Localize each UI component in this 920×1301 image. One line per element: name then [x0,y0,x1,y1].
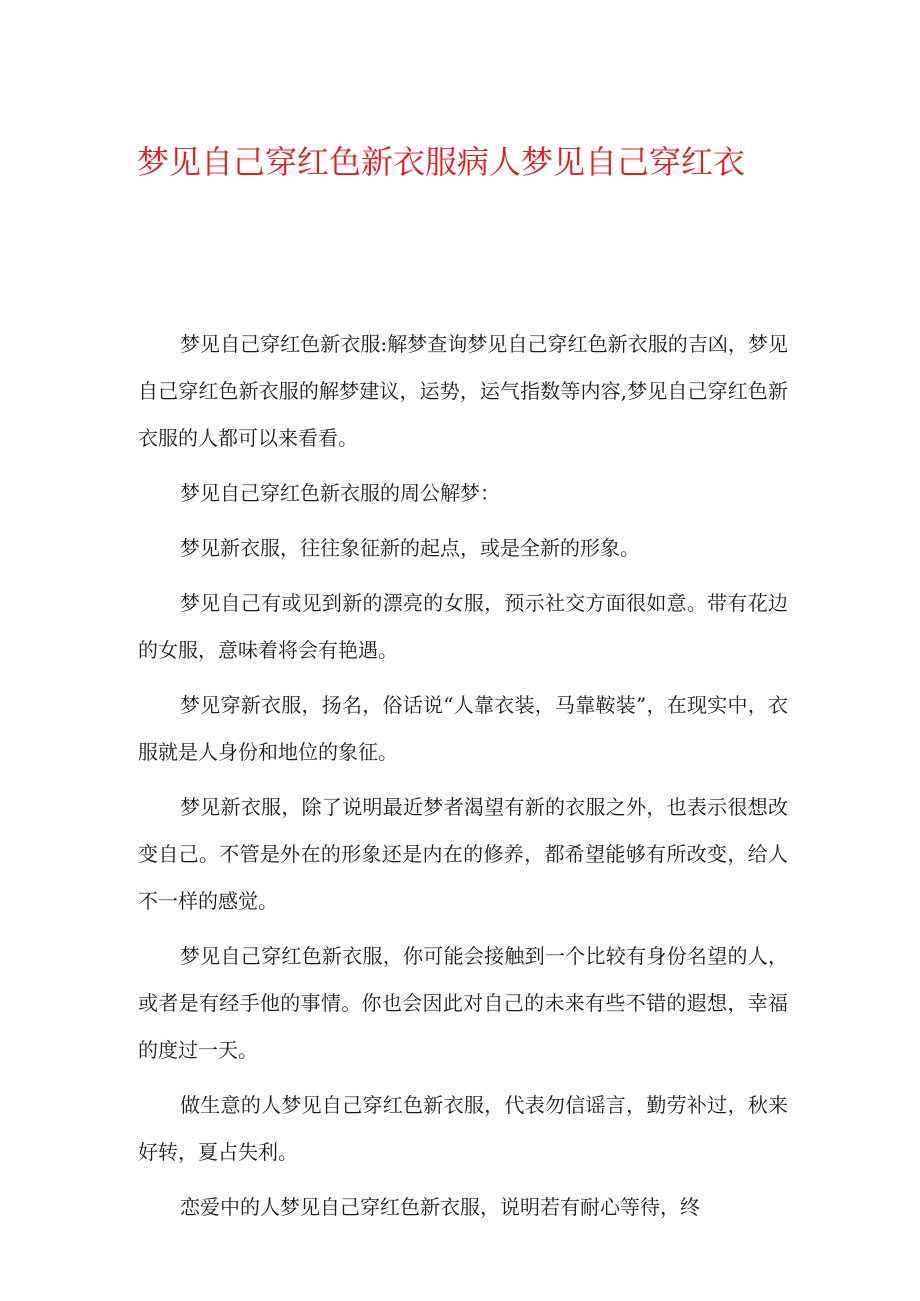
paragraph: 梦见自己穿红色新衣服，你可能会接触到一个比较有身份名望的人，或者是有经手他的事情。你也会因此对自己的未来有些不错的遐想，幸福的度过一天。 [138,944,788,1062]
paragraph: 梦见新衣服，往往象征新的起点，或是全新的形象。 [180,536,640,560]
paragraph: 梦见自己穿红色新衣服的周公解梦： [180,481,500,505]
paragraph: 恋爱中的人梦见自己穿红色新衣服，说明若有耐心等待，终 [180,1195,700,1219]
page-title: 梦见自己穿红色新衣服病人梦见自己穿红衣 [137,143,746,181]
paragraph: 做生意的人梦见自己穿红色新衣服，代表勿信谣言，勤劳补过，秋来好转，夏占失利。 [138,1093,788,1164]
paragraph: 梦见自己穿红色新衣服:解梦查询梦见自己穿红色新衣服的吉凶，梦见自己穿红色新衣服的解梦建议，运势，运气指数等内容,梦见自己穿红色新衣服的人都可以来看看。 [138,332,788,450]
paragraph: 梦见新衣服，除了说明最近梦者渴望有新的衣服之外，也表示很想改变自己。不管是外在的形象还是内在的修养，都希望能够有所改变，给人不一样的感觉。 [138,795,788,913]
paragraph: 梦见穿新衣服，扬名，俗话说“人靠衣装，马靠鞍装”，在现实中，衣服就是人身份和地位的象征。 [138,693,788,764]
article-body [138,321,788,1239]
paragraph: 梦见自己有或见到新的漂亮的女服，预示社交方面很如意。带有花边的女服，意味着将会有艳遇。 [138,591,788,662]
